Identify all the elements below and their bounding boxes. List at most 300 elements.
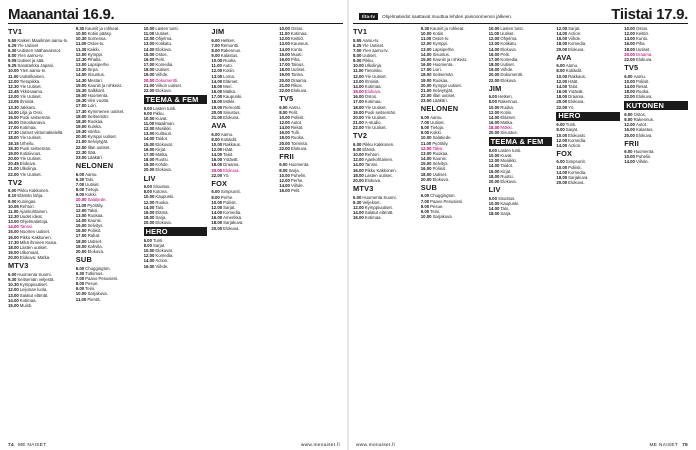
program-time: 13.00: [143, 131, 155, 137]
program-title: Elokuva.: [155, 220, 172, 226]
program-time: 20.00: [279, 77, 290, 83]
program-time: 16.00: [420, 62, 432, 68]
program-title: Uutiset.: [85, 181, 100, 187]
program-entry: [353, 125, 417, 130]
program-title: Kauniit ja rohkeat.: [87, 82, 122, 88]
program-title: Ostos.: [633, 111, 646, 117]
program-time: 15.00: [143, 141, 155, 147]
program-time: 15.00: [143, 51, 155, 57]
program-time: 12.00: [211, 68, 223, 74]
program-entry: [624, 57, 688, 62]
program-time: 12.00: [420, 41, 432, 47]
program-time: 12.30: [8, 83, 19, 89]
program-title: Ostos.: [290, 26, 304, 31]
program-time: 20.00: [143, 220, 155, 226]
program-time: 15.00: [75, 223, 87, 229]
program-time: 18.00: [488, 211, 500, 217]
program-title: Viihde.: [635, 159, 650, 165]
website-url: www.menaiset.fi: [356, 443, 396, 448]
program-time: 18.00: [353, 172, 364, 178]
program-entry: [421, 177, 485, 182]
program-title: Uutiset.: [87, 238, 103, 244]
program-title: Pihalla.: [87, 56, 102, 62]
program-title: Kotiäidit.: [565, 68, 583, 74]
program-time: 10.00: [75, 31, 87, 37]
program-title: Kymppiuutiset.: [19, 282, 48, 288]
program-time: 15.00: [211, 83, 223, 89]
program-title: Häät.: [568, 78, 579, 84]
program-time: 11.00: [143, 31, 155, 37]
channel-heading: JIM: [488, 83, 502, 93]
program-time: 18.00: [75, 238, 87, 244]
channel-heading: TV5: [279, 94, 294, 104]
listing-column: [353, 26, 417, 440]
program-title: Poliisit.: [223, 199, 237, 205]
program-title: Somessa.: [87, 36, 107, 42]
program-title: Komedia.: [568, 169, 587, 175]
program-title: Poliisit.: [87, 228, 102, 234]
program-title: Elokuva.: [290, 145, 308, 151]
program-title: Kotimaa.: [364, 99, 382, 105]
program-title: Selvitys.: [87, 223, 104, 229]
program-title: Aamu.: [220, 131, 234, 137]
program-title: Elämä.: [155, 209, 169, 215]
program-title: Tietoja.: [430, 125, 445, 131]
program-title: Kaupunki.: [500, 200, 520, 206]
program-time: 13.00: [75, 62, 87, 68]
program-time: 15.00: [420, 56, 432, 62]
program-time: 22.00: [624, 94, 635, 100]
page-number: 74: [8, 443, 14, 448]
program-time: 14.00: [8, 297, 19, 303]
program-title: Uutiset viittomakielellä.: [19, 130, 64, 136]
program-title: Viikon uutiset.: [155, 82, 183, 88]
program-time: 18.00: [211, 162, 223, 168]
program-time: 12.00: [143, 199, 155, 205]
program-time: 14.00: [279, 183, 290, 189]
channel-heading: TV5: [624, 63, 639, 73]
program-time: 16.00: [624, 41, 635, 47]
program-title: Lasten tunti.: [152, 105, 177, 111]
program-time: 14.00: [143, 46, 155, 52]
program-time: 6.00: [420, 114, 430, 120]
program-title: Huomenta.: [87, 93, 109, 99]
program-time: 18.00: [420, 171, 432, 177]
program-title: Sarja.: [288, 167, 300, 173]
program-time: 7.00: [353, 47, 362, 53]
program-time: 16.00: [353, 215, 364, 221]
program-time: 16.00: [8, 234, 19, 240]
program-time: 14.00: [143, 258, 155, 264]
program-time: 20.00: [488, 130, 500, 136]
program-title: Chuggington.: [85, 265, 111, 271]
program-time: 20.00: [556, 99, 568, 105]
program-time: 20.00: [420, 82, 432, 88]
program-title: Yle Uutiset.: [364, 104, 387, 110]
program-title: Kuinka.: [87, 123, 102, 129]
program-entry: [489, 130, 553, 135]
program-time: 22.00: [420, 93, 432, 99]
program-title: Ajankohtainen.: [19, 208, 48, 214]
program-title: Lapsiperhe.: [432, 46, 456, 52]
program-title: Sanatarkka Japani.: [17, 63, 55, 69]
program-time: 6.30: [8, 47, 17, 53]
program-title: Kulttuuri.: [155, 131, 173, 137]
program-title: Ulkomaat.: [19, 250, 40, 256]
program-title: Perhe.: [220, 194, 234, 200]
program-entry: [624, 159, 688, 164]
program-title: Pyöräily.: [432, 140, 449, 146]
program-time: 11.30: [75, 46, 87, 52]
program-title: Ihmisiä.: [19, 99, 35, 105]
tagline-badge: Ilta-tv: [359, 13, 378, 20]
program-title: Kymppi uutiset.: [432, 82, 462, 88]
program-time: 6.00: [8, 271, 17, 277]
program-title: Tanssi.: [19, 224, 34, 230]
program-title: Ruoka.: [223, 58, 237, 64]
program-title: Taidot.: [500, 163, 514, 169]
program-time: 10.00: [75, 197, 87, 203]
program-time: 12.00: [75, 51, 87, 57]
program-title: Pesue.: [85, 281, 99, 287]
program-title: Pyöräily.: [87, 202, 104, 208]
program-time: 19.00: [75, 123, 87, 129]
program-title: Elokuva.: [290, 87, 308, 93]
program-time: 9.00: [211, 52, 220, 58]
program-title: Muisti.: [19, 302, 33, 308]
program-time: 16.00: [143, 209, 155, 215]
program-time: 18.00: [488, 62, 500, 68]
program-title: Elokuva.: [568, 180, 585, 186]
channel-heading: NELONEN: [420, 104, 459, 114]
program-time: 20.00: [353, 114, 364, 120]
program-title: Sisustus.: [497, 195, 516, 201]
program-time: 13.00: [211, 73, 223, 79]
program-time: 16.00: [420, 166, 432, 172]
program-time: 12.00: [353, 73, 364, 79]
program-time: 11.00: [420, 140, 432, 146]
program-time: 9.30: [8, 277, 17, 283]
program-time: 13.00: [420, 46, 432, 52]
program-time: 15.00: [75, 82, 87, 88]
program-time: 12.00: [8, 287, 19, 293]
program-title: Kymppi uutiset.: [87, 134, 117, 140]
program-time: 16.00: [488, 120, 500, 125]
page-tuesday: [348, 0, 696, 450]
program-time: 18.00: [211, 99, 223, 105]
program-time: 20.00: [8, 255, 19, 261]
program-time: 22.00: [556, 104, 568, 110]
program-title: Huomenta Suomi.: [362, 194, 397, 200]
program-title: Lääkäri.: [87, 154, 103, 160]
program-title: Kuvat.: [500, 153, 513, 159]
program-title: Viihde.: [155, 263, 169, 269]
program-time: 6.00: [211, 189, 220, 195]
program-time: 10.00: [211, 58, 223, 64]
program-time: 17.00: [143, 151, 155, 157]
program-title: Ruoka.: [290, 135, 305, 141]
program-title: Uutiset ja sää.: [17, 58, 45, 64]
program-title: Aamu.: [288, 104, 301, 110]
program-title: Kohde.: [155, 162, 169, 168]
program-title: Ulkolinja.: [19, 166, 38, 172]
program-time: 8.00: [211, 136, 220, 142]
program-time: 19.00: [353, 109, 364, 115]
program-title: Mökki.: [223, 99, 236, 105]
program-title: Ruokaa.: [432, 77, 449, 83]
program-time: 13.00: [8, 94, 19, 100]
listing-column: [489, 26, 553, 440]
program-time: 14.00: [488, 163, 500, 169]
channel-heading: TEEMA & FEM: [144, 95, 208, 104]
program-title: Ruoka.: [155, 199, 169, 205]
tagline-text: Ohjelmatiedot saattavat muuttua lehden painoonmenon jälkeen.: [382, 14, 513, 19]
program-time: 14.00: [211, 210, 223, 216]
program-entry: [144, 220, 208, 225]
program-time: 18.30: [75, 118, 87, 124]
program-title: Sisustus.: [223, 109, 241, 115]
program-title: Elokuva.: [19, 161, 37, 167]
program-title: Viihde.: [500, 67, 514, 73]
program-time: 12.00: [75, 207, 87, 213]
program-entry: [556, 47, 620, 52]
program-title: Uutiset.: [155, 67, 170, 73]
program-time: 10.00: [624, 78, 635, 84]
program-time: 14.00: [8, 224, 19, 230]
program-time: 8.00: [488, 99, 497, 105]
program-time: 20.00: [211, 167, 223, 173]
program-time: 21.00: [143, 82, 155, 88]
program-title: Komedia.: [568, 41, 587, 47]
program-title: Ruoka.: [500, 104, 514, 110]
program-title: Ostos.: [364, 94, 378, 100]
program-title: Sisustus.: [87, 72, 105, 78]
program-title: Uutiset.: [635, 46, 651, 52]
program-time: 9.00: [420, 130, 430, 136]
program-time: 10.00: [279, 172, 290, 178]
program-time: 22.00: [211, 172, 223, 178]
channel-heading: TV2: [8, 177, 23, 187]
program-title: Uutiset.: [362, 52, 377, 58]
program-title: Paavo Pesusieni.: [85, 275, 119, 281]
program-title: Yle Uutiset: [17, 42, 39, 48]
program-title: Sarjat.: [565, 127, 579, 133]
program-time: 6.00: [353, 194, 362, 200]
program-time: 10.05: [8, 203, 19, 209]
program-time: 12.00: [353, 157, 364, 163]
program-time: 10.00: [488, 153, 500, 159]
program-time: 22.00: [488, 77, 500, 83]
program-time: 12.00: [556, 78, 568, 84]
program-title: Yle Uutiset.: [364, 114, 387, 120]
program-title: Kahvila.: [87, 243, 103, 249]
program-title: Taksi.: [432, 145, 444, 151]
program-title: Action.: [568, 31, 582, 37]
program-time: 8.00: [75, 281, 85, 287]
program-time: 20.00: [75, 248, 87, 254]
program-title: Kauniit ja rohkeat.: [430, 26, 465, 31]
day-title: Maanantai 16.9.: [8, 6, 115, 23]
program-time: 9.00: [8, 198, 17, 204]
program-time: 12.00: [624, 31, 635, 37]
program-time: 14.00: [75, 72, 87, 78]
program-title: Elämän lahja.: [17, 193, 44, 199]
program-time: 16.00: [75, 228, 87, 234]
listing-column: [8, 26, 72, 440]
page-header: [8, 4, 343, 24]
program-title: Loma.: [223, 73, 236, 79]
program-time: 10.00: [488, 26, 500, 31]
program-title: Lasten uutiset.: [364, 172, 393, 178]
program-title: Sisustus.: [432, 51, 450, 57]
program-time: 11.00: [211, 63, 222, 69]
program-time: 22.00: [353, 125, 364, 131]
listing-column: [279, 26, 343, 440]
program-title: Pesue.: [430, 203, 444, 209]
program-title: Yö.: [223, 172, 230, 178]
program-title: Kaikki.: [87, 46, 100, 52]
program-time: 22.00: [75, 144, 87, 150]
program-title: Action.: [155, 258, 169, 264]
program-time: 5.55: [8, 37, 17, 43]
program-time: 13.00: [353, 78, 364, 84]
program-title: Ohjelmatietoja.: [19, 219, 49, 225]
program-time: 22.00: [143, 87, 155, 93]
program-time: 12.00: [279, 36, 290, 42]
program-time: 15.00: [8, 229, 19, 235]
program-time: 8.00: [75, 187, 85, 193]
program-entry: [144, 167, 208, 172]
program-time: 14.00: [556, 83, 568, 89]
program-title: Elokuva.: [87, 248, 105, 254]
program-title: Elokuva.: [155, 46, 172, 52]
program-time: 16.00: [143, 146, 155, 152]
program-time: 21.00: [279, 82, 290, 88]
program-title: Rekat.: [290, 125, 304, 131]
program-time: 9.30: [420, 26, 430, 31]
program-title: Matka.: [500, 120, 514, 125]
program-time: 19.00: [211, 104, 223, 110]
program-time: 11.00: [420, 36, 432, 42]
program-title: Puoli seitsemän.: [19, 145, 52, 151]
program-title: Chuggington.: [430, 193, 456, 199]
program-time: 13.05: [8, 99, 19, 105]
program-title: Leijonan luola.: [19, 287, 48, 293]
program-time: 20.00: [143, 77, 155, 83]
program-title: Musiikki.: [155, 126, 172, 132]
program-title: Elokuva.: [155, 167, 172, 173]
program-time: 16.00: [211, 89, 223, 95]
program-time: 12.00: [143, 126, 155, 132]
program-time: 22.00: [624, 56, 635, 62]
program-time: 16.00: [143, 263, 155, 269]
program-title: Pelit.: [155, 56, 165, 62]
program-title: Elokuva.: [635, 132, 653, 138]
program-time: 18.00: [279, 135, 290, 141]
channel-heading: HERO: [144, 227, 208, 236]
program-title: Aamu-tv.: [362, 37, 380, 43]
program-title: Lasten tunti.: [497, 147, 522, 153]
program-title: Viihde.: [290, 183, 305, 189]
program-time: 10.00: [143, 26, 155, 31]
program-title: Rikos.: [290, 82, 303, 88]
program-entry: [279, 88, 343, 93]
program-time: 12.00: [211, 204, 223, 210]
program-title: Uutiset.: [155, 31, 170, 37]
program-time: 8.00: [8, 52, 17, 58]
program-title: Kotimaa.: [364, 83, 382, 89]
program-title: Ruokaa.: [87, 212, 104, 218]
program-time: 18.15: [8, 140, 19, 146]
program-title: Kymppiuutiset.: [364, 204, 393, 210]
program-time: 17.00: [353, 99, 364, 105]
program-title: Piha.: [290, 56, 301, 62]
program-time: 10.00: [143, 248, 155, 254]
program-title: Kymmenen uutiset.: [87, 108, 125, 114]
program-title: Musiikki.: [500, 158, 517, 164]
program-time: 10.00: [420, 135, 432, 141]
program-title: Ruoka.: [635, 89, 650, 95]
program-time: 17.00: [488, 56, 500, 62]
program-time: 20.00: [75, 134, 87, 140]
program-time: 16.00: [8, 120, 19, 125]
program-time: 22.00: [279, 145, 290, 151]
program-title: Uutiset.: [500, 62, 515, 68]
channel-heading: MTV3: [353, 184, 374, 194]
program-title: Elokuva.: [432, 176, 450, 182]
program-time: 6.00: [279, 162, 288, 168]
program-title: Kotiin.: [432, 31, 445, 37]
program-time: 16.00: [488, 51, 500, 57]
program-title: Elokuva.: [635, 94, 653, 100]
program-title: Ohjelma.: [155, 36, 173, 42]
program-title: Kotiin pääsy.: [87, 31, 112, 37]
program-time: 18.00: [488, 173, 500, 179]
program-title: Ystävät.: [223, 157, 239, 163]
program-title: Mökki.: [500, 125, 513, 131]
program-time: 12.00: [279, 177, 290, 183]
program-title: Elämä.: [362, 146, 376, 152]
program-time: 12.00: [143, 253, 155, 259]
program-title: Sarjakuva.: [568, 174, 589, 180]
program-time: 16.00: [556, 36, 568, 42]
program-time: 16.00: [211, 215, 223, 221]
program-time: 19.00: [143, 162, 155, 168]
program-time: 12.00: [8, 78, 19, 84]
channel-heading: TEEMA & FEM: [489, 137, 553, 146]
program-title: Amerikka.: [223, 215, 243, 221]
program-time: 14.00: [556, 142, 568, 148]
program-time: 6.00: [353, 141, 362, 147]
channel-heading: AVA: [211, 121, 227, 130]
program-title: Maailman.: [155, 121, 175, 126]
program-title: Pientä.: [87, 296, 101, 302]
program-title: Kauniit ja rohkeat.: [432, 56, 467, 62]
program-title: Talot.: [223, 152, 234, 158]
program-time: 8.00: [211, 194, 220, 200]
program-title: Elokuva.: [500, 46, 517, 52]
program-time: 23.00: [75, 154, 87, 160]
program-title: Kaunis.: [432, 156, 447, 162]
program-title: Simpsonit.: [220, 189, 241, 195]
program-time: 10.00: [556, 132, 568, 138]
program-time: 11.00: [8, 208, 19, 214]
program-time: 20.00: [420, 176, 432, 182]
program-title: Kotimaa.: [364, 215, 382, 221]
program-title: Elokuva.: [223, 167, 240, 173]
program-time: 20.00: [488, 72, 500, 78]
program-title: Huomenta Suomi.: [17, 271, 52, 277]
